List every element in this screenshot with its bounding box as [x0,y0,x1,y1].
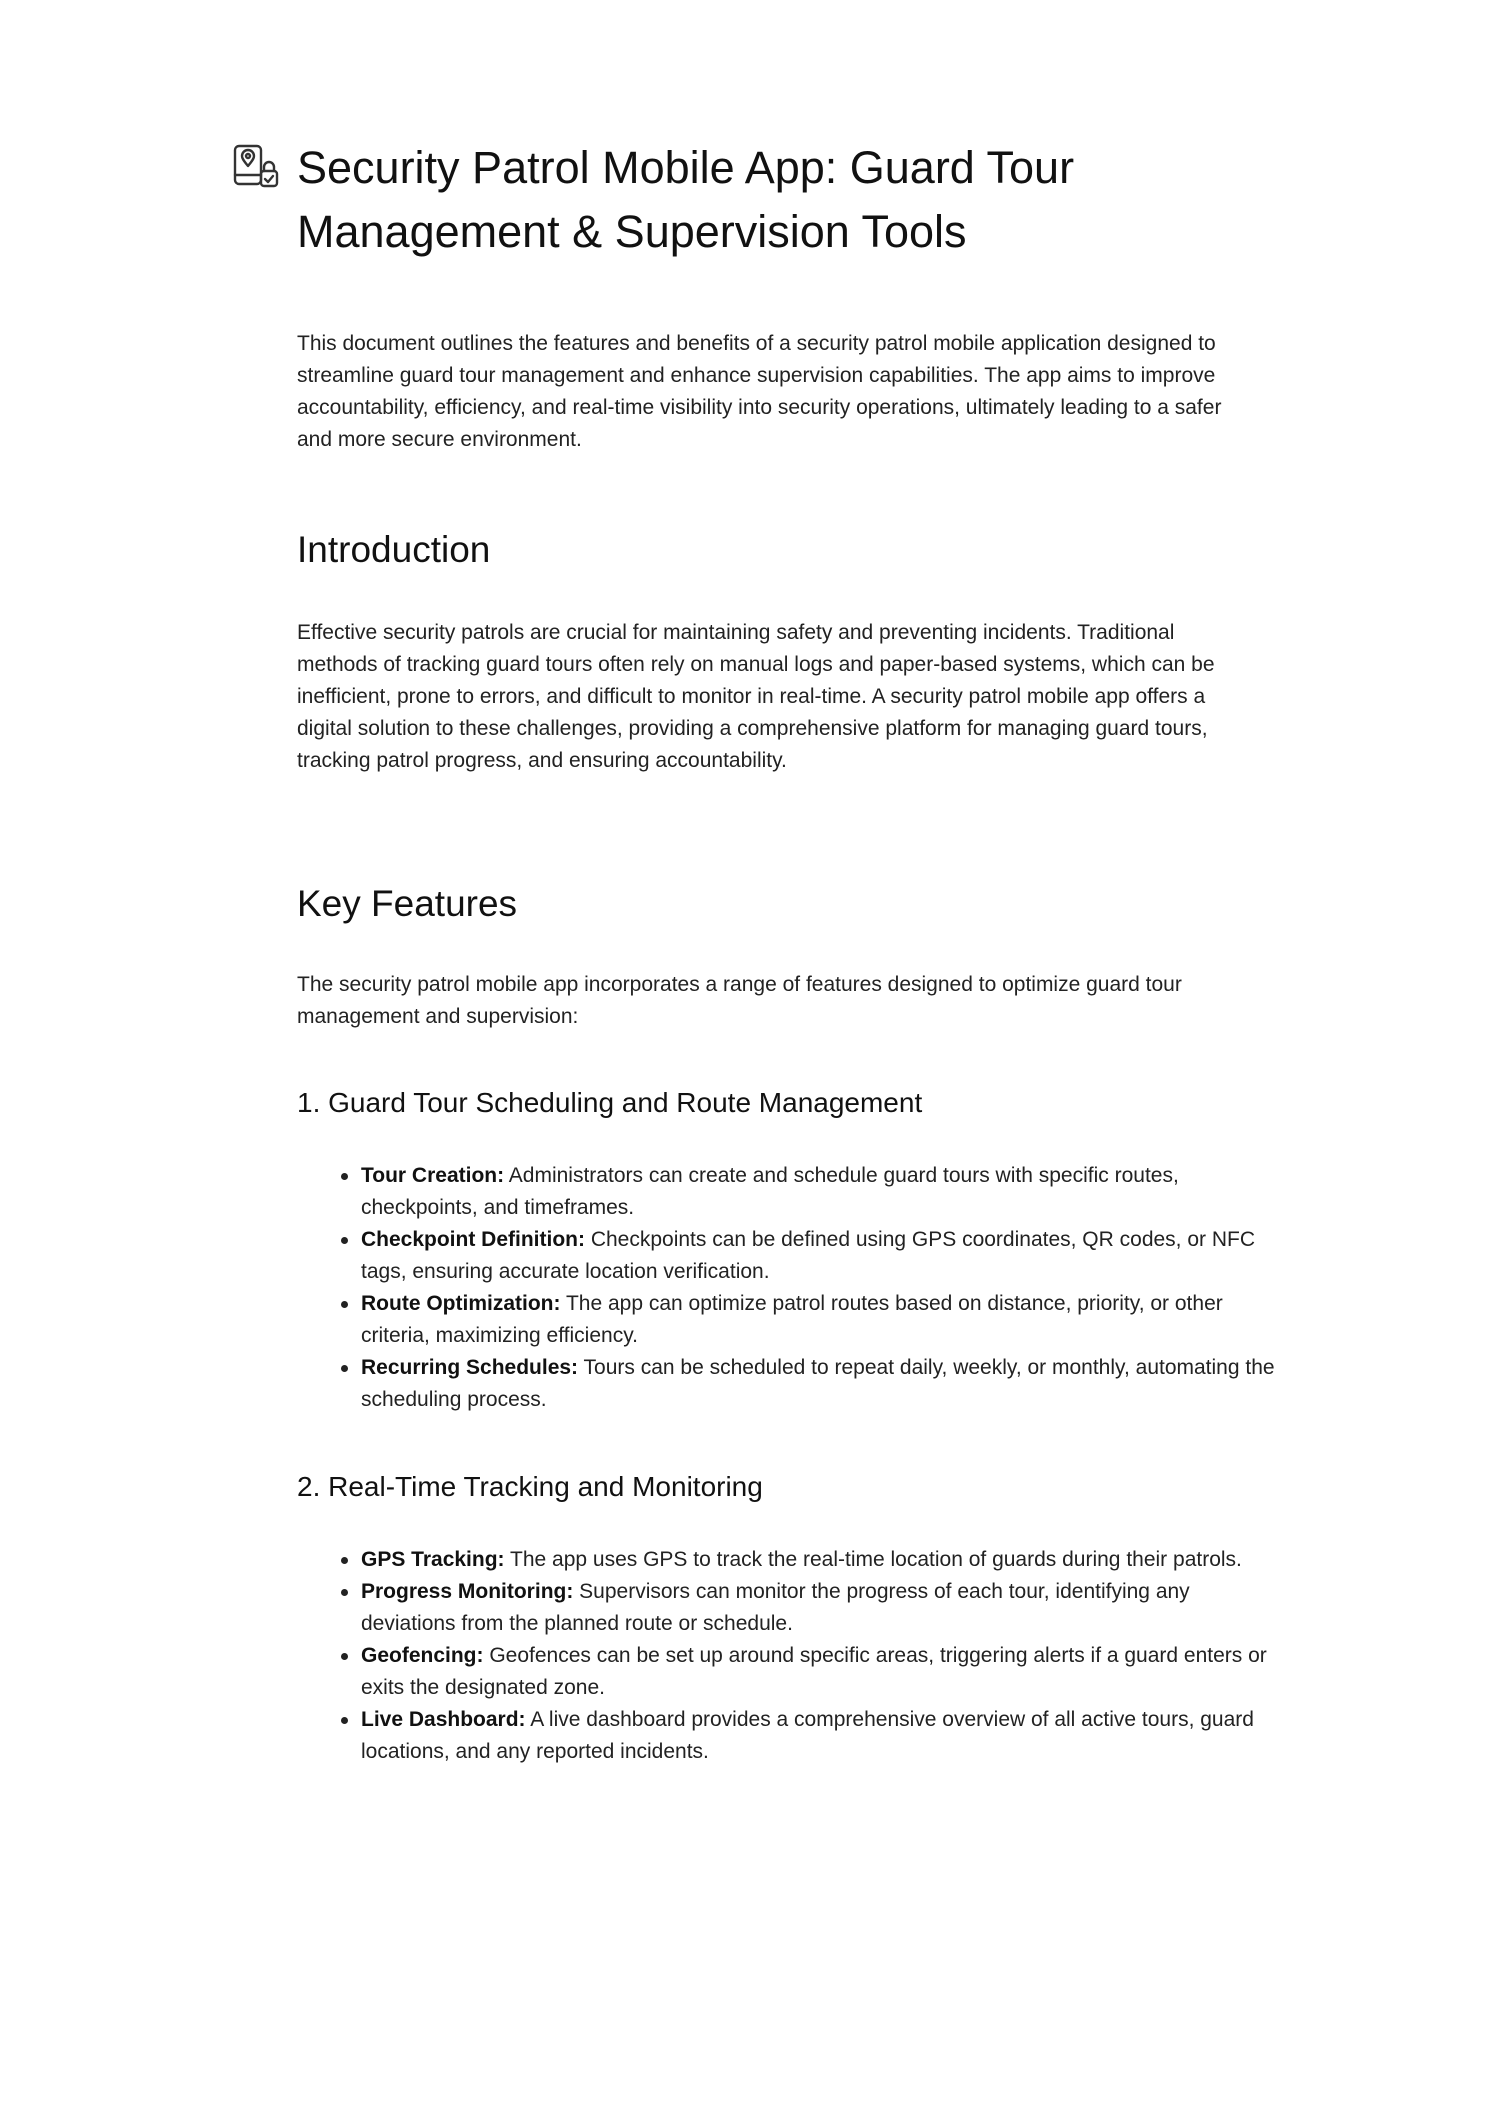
feature-term: Route Optimization: [361,1292,561,1315]
feature-description: Geofences can be set up around specific areas, triggering alerts if a guard enters or exits the designated zone. [361,1644,1267,1699]
feature-term: Recurring Schedules: [361,1356,579,1379]
feature-description: Checkpoints can be defined using GPS coordinates, QR codes, or NFC tags, ensuring accurate location verification. [361,1228,1256,1283]
list-item [361,1640,1286,1704]
feature-description: Tours can be scheduled to repeat daily, weekly, or monthly, automating the scheduling process. [361,1356,1275,1411]
document-title: Security Patrol Mobile App: Guard Tour Management & Supervision Tools [297,142,1075,257]
introduction-body: Effective security patrols are crucial for maintaining safety and preventing incidents. Traditional methods of tracking guard tours often rely on manual logs and paper-based systems, which can be inefficient, prone to errors, and difficult to monitor in real-time. A security patrol mobile app offers a digital solution to these challenges, providing a comprehensive platform for managing guard tours, tracking patrol progress, and ensuring accountability. [297,621,1215,772]
list-item [361,1224,1286,1288]
section-heading-tracking: 2. Real-Time Tracking and Monitoring [297,1471,763,1502]
intro-paragraph: This document outlines the features and benefits of a security patrol mobile application designed to streamline guard tour management and enhance supervision capabilities. The app aims to improve accountability, efficiency, and real-time visibility into security operations, ultimately leading to a safer and more secure environment. [297,332,1222,451]
feature-term: Progress Monitoring: [361,1580,574,1603]
feature-term: Tour Creation: [361,1164,505,1187]
feature-term: GPS Tracking: [361,1548,505,1571]
feature-description: Supervisors can monitor the progress of each tour, identifying any deviations from the planned route or schedule. [361,1580,1190,1635]
feature-term: Geofencing: [361,1644,484,1667]
list-item [361,1352,1286,1416]
feature-term: Checkpoint Definition: [361,1228,585,1251]
key-features-body: The security patrol mobile app incorporates a range of features designed to optimize guard tour management and supervision: [297,973,1182,1028]
list-item [361,1160,1286,1224]
feature-description: A live dashboard provides a comprehensive overview of all active tours, guard locations, and any reported incidents. [361,1708,1254,1763]
introduction-heading: Introduction [297,529,491,570]
key-features-heading: Key Features [297,883,518,924]
list-item [361,1544,1286,1576]
feature-description: Administrators can create and schedule guard tours with specific routes, checkpoints, and timeframes. [361,1164,1179,1219]
section-heading-scheduling: 1. Guard Tour Scheduling and Route Management [297,1087,923,1118]
list-item [361,1576,1286,1640]
feature-term: Live Dashboard: [361,1708,526,1731]
list-item [361,1288,1286,1352]
tracking-feature-list [297,1544,1286,1768]
mobile-location-lock-icon [232,144,284,194]
list-item [361,1704,1286,1768]
scheduling-feature-list [297,1160,1286,1416]
feature-description: The app uses GPS to track the real-time location of guards during their patrols. [504,1548,1242,1571]
feature-description: The app can optimize patrol routes based on distance, priority, or other criteria, maximizing efficiency. [361,1292,1223,1347]
